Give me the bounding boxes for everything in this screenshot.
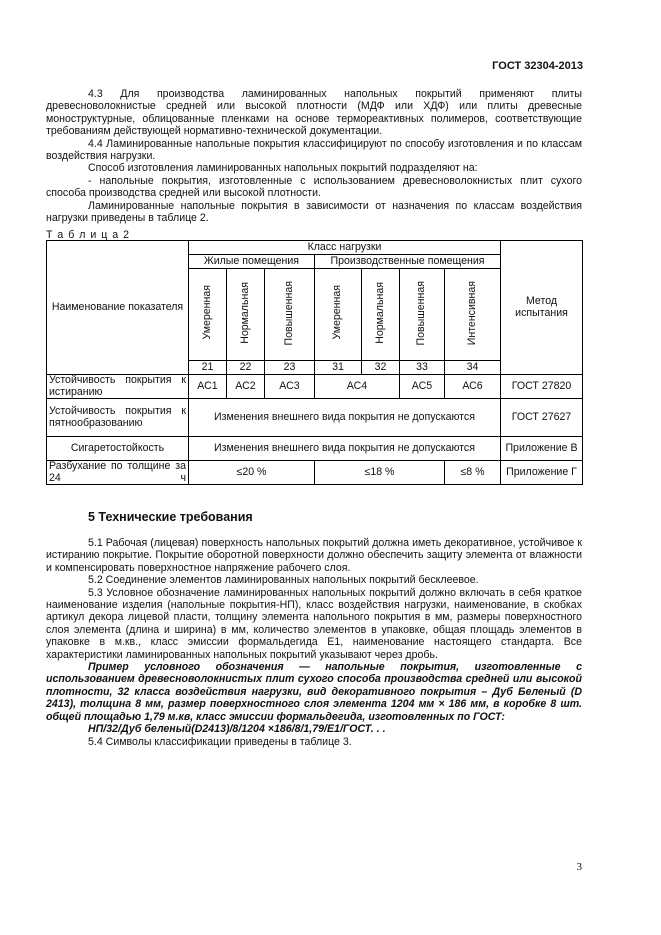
cell-ac3: АС3 [265,375,315,399]
cell-staining-value: Изменения внешнего вида покрытия не допускаются [189,399,501,437]
cell-cigarette-value: Изменения внешнего вида покрытия не допускаются [189,437,501,461]
standard-header: ГОСТ 32304-2013 [492,60,583,72]
designation-example-code: НП/32/Дуб беленый(D2413)/8/1204 ×186/8/1,79/Е1/ГОСТ. . . [88,723,386,736]
class-code: 23 [265,361,315,375]
header-indicator: Наименование показателя [47,241,189,375]
subheader-cell [227,269,265,361]
subheader-cell [265,269,315,361]
subheader-label: Интенсивная [465,280,478,345]
cell-ac5: АС5 [400,375,445,399]
subheader-label: Умеренная [331,285,344,341]
cell-ac4: АС4 [315,375,400,399]
class-code: 32 [362,361,400,375]
header-load-class: Класс нагрузки [189,241,501,255]
subheader-cell [400,269,445,361]
row-name-swelling: Разбухание по толщине за 24 ч [47,461,189,485]
subheader-label: Повышенная [415,280,428,345]
row-name-cigarette: Сигаретостойкость [47,437,189,461]
subheader-label: Повышенная [282,280,295,345]
cell-method-swelling: Приложение Г [501,461,583,485]
subheader-cell [189,269,227,361]
class-code: 22 [227,361,265,375]
paragraph-4-3: 4.3 Для производства ламинированных напольных покрытий применяют плиты древесноволокнистые средней или высокой плотности (МДФ или ХДФ) или плиты древесные моноструктурные, облицованные пленками на основе термореактивных полимеров, соответствующие требованиям действующей нормативно-технической документации. [46,88,582,138]
subheader-cell [445,269,501,361]
paragraph-method: Способ изготовления ламинированных напольных покрытий подразделяют на: [88,162,478,175]
subheader-cell [315,269,362,361]
header-industrial: Производственные помещения [315,255,501,269]
table-caption: Т а б л и ц а 2 [46,229,130,241]
table-2 [46,240,583,485]
cell-ac1: АС1 [189,375,227,399]
paragraph-5-4: 5.4 Символы классификации приведены в таблице 3. [88,735,352,748]
intro-text [46,88,582,224]
row-name-staining: Устойчивость покрытия к пятнообразованию [47,399,189,437]
class-code: 21 [189,361,227,375]
section-5-text [46,537,582,748]
class-code: 33 [400,361,445,375]
cell-method-abrasion: ГОСТ 27820 [501,375,583,399]
paragraph-method-item: - напольные покрытия, изготовленные с использованием древесноволокнистых плит сухого способа производства средней или высокой плотности. [46,174,582,200]
cell-swelling-1: ≤20 % [189,461,315,485]
paragraph-load-classes: Ламинированные напольные покрытия в зависимости от назначения по классам воздействия нагрузки приведены в таблице 2. [46,199,582,225]
row-name-abrasion: Устойчивость покрытия к истиранию [47,375,189,399]
paragraph-5-1: 5.1 Рабочая (лицевая) поверхность напольных покрытий должна иметь декоративное, устойчивое к истиранию покрытие. Покрытие оборотной поверхности должно обеспечить защиту элемента от влажности и компенсировать поверхностное напряжение рабочего слоя. [46,537,582,574]
designation-example: Пример условного обозначения — напольные покрытия, изготовленные с использованием древесноволокнистых плит сухого способа производства средней или высокой плотности, 32 класса воздействия нагрузки, вид декоративного покрытия – Дуб Беленый (D 2413), толщина 8 мм, размер поверхностного слоя элемента 1204 мм × 186 мм, в коробке 8 шт. общей площадью 1,79 м.кв, класс эмиссии формальдегида, изготовленных по ГОСТ: [46,661,582,723]
cell-method-staining: ГОСТ 27627 [501,399,583,437]
table-row [47,399,583,437]
subheader-cell [362,269,400,361]
table-row [47,437,583,461]
header-residential: Жилые помещения [189,255,315,269]
class-code: 31 [315,361,362,375]
class-code: 34 [445,361,501,375]
paragraph-5-2: 5.2 Соединение элементов ламинированных напольных покрытий бесклеевое. [88,574,479,587]
page-number: 3 [576,861,582,873]
section-5-title: 5 Технические требования [88,510,253,524]
subheader-label: Нормальная [238,281,251,344]
table-row [47,461,583,485]
cell-swelling-2: ≤18 % [315,461,445,485]
cell-ac2: АС2 [227,375,265,399]
header-test-method: Метод испытания [501,241,583,375]
cell-swelling-3: ≤8 % [445,461,501,485]
subheader-label: Нормальная [373,281,386,344]
cell-ac6: АС6 [445,375,501,399]
paragraph-5-3: 5.3 Условное обозначение ламинированных напольных покрытий должно включать в себя краткое наименование изделия (напольные покрытия-НП), класс воздействия нагрузки, наименование, в скобках артикул декора лицевой пласти, толщину элемента напольного покрытия в мм, размеры поверхностного слоя элемента (длина и ширина) в мм, количество элементов в упаковке, общая площадь элементов в упаковке в м.кв., класс эмиссии формальдегида Е1, наименование настоящего стандарта. Все характеристики ламинированных напольных покрытий указывают через дробь. [46,586,582,661]
paragraph-4-4: 4.4 Ламинированные напольные покрытия классифицируют по способу изготовления и по классам воздействия нагрузки. [46,137,582,163]
cell-method-cigarette: Приложение В [501,437,583,461]
subheader-label: Умеренная [200,285,213,341]
table-row [47,375,583,399]
